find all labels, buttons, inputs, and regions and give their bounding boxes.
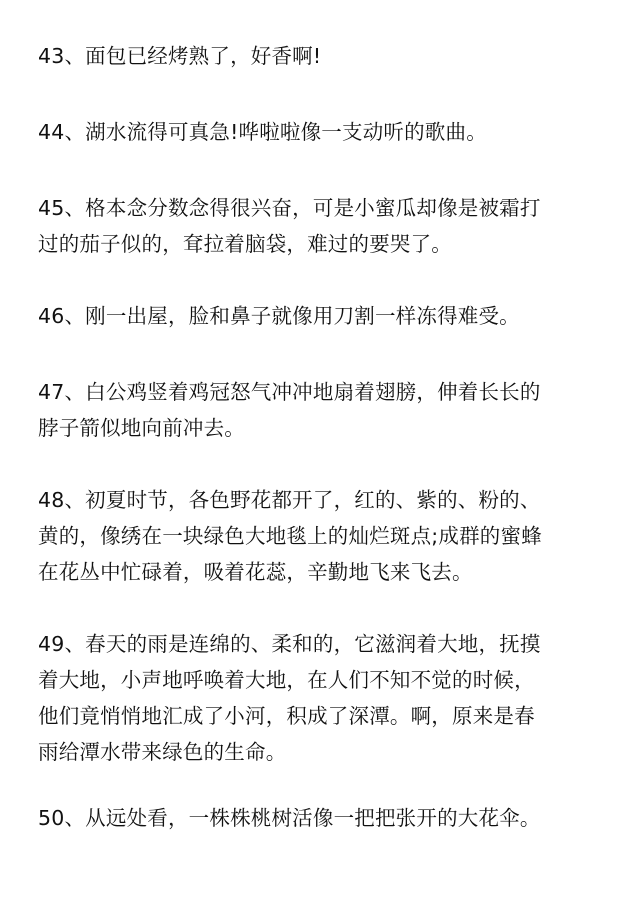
sentence-line: 50、从远处看，一株株桃树活像一把把张开的大花伞。 <box>38 806 541 830</box>
sentence-line: 43、面包已经烤熟了，好香啊! <box>38 44 322 68</box>
sentence-44 <box>38 114 608 150</box>
sentence-50 <box>38 800 608 836</box>
sentence-47 <box>38 374 608 446</box>
sentence-line: 雨给潭水带来绿色的生命。 <box>38 740 287 764</box>
sentence-line: 48、初夏时节，各色野花都开了，红的、紫的、粉的、 <box>38 488 541 512</box>
sentence-line: 过的茄子似的，耷拉着脑袋，难过的要哭了。 <box>38 232 452 256</box>
sentence-45 <box>38 190 608 262</box>
sentence-line: 脖子箭似地向前冲去。 <box>38 416 245 440</box>
sentence-48 <box>38 482 608 590</box>
sentence-43 <box>38 38 608 74</box>
sentence-line: 44、湖水流得可真急!哗啦啦像一支动听的歌曲。 <box>38 120 487 144</box>
sentence-line: 黄的，像绣在一块绿色大地毯上的灿烂斑点;成群的蜜蜂 <box>38 524 542 548</box>
sentence-line: 45、格本念分数念得很兴奋，可是小蜜瓜却像是被霜打 <box>38 196 541 220</box>
sentence-49 <box>38 626 608 770</box>
sentence-line: 49、春天的雨是连绵的、柔和的，它滋润着大地，抚摸 <box>38 632 541 656</box>
sentence-line: 着大地，小声地呼唤着大地，在人们不知不觉的时候， <box>38 668 535 692</box>
sentence-line: 47、白公鸡竖着鸡冠怒气冲冲地扇着翅膀，伸着长长的 <box>38 380 541 404</box>
sentence-line: 他们竟悄悄地汇成了小河，积成了深潭。啊，原来是春 <box>38 704 535 728</box>
sentence-46 <box>38 298 608 334</box>
sentence-line: 在花丛中忙碌着，吸着花蕊，辛勤地飞来飞去。 <box>38 560 473 584</box>
sentence-line: 46、刚一出屋，脸和鼻子就像用刀割一样冻得难受。 <box>38 304 520 328</box>
